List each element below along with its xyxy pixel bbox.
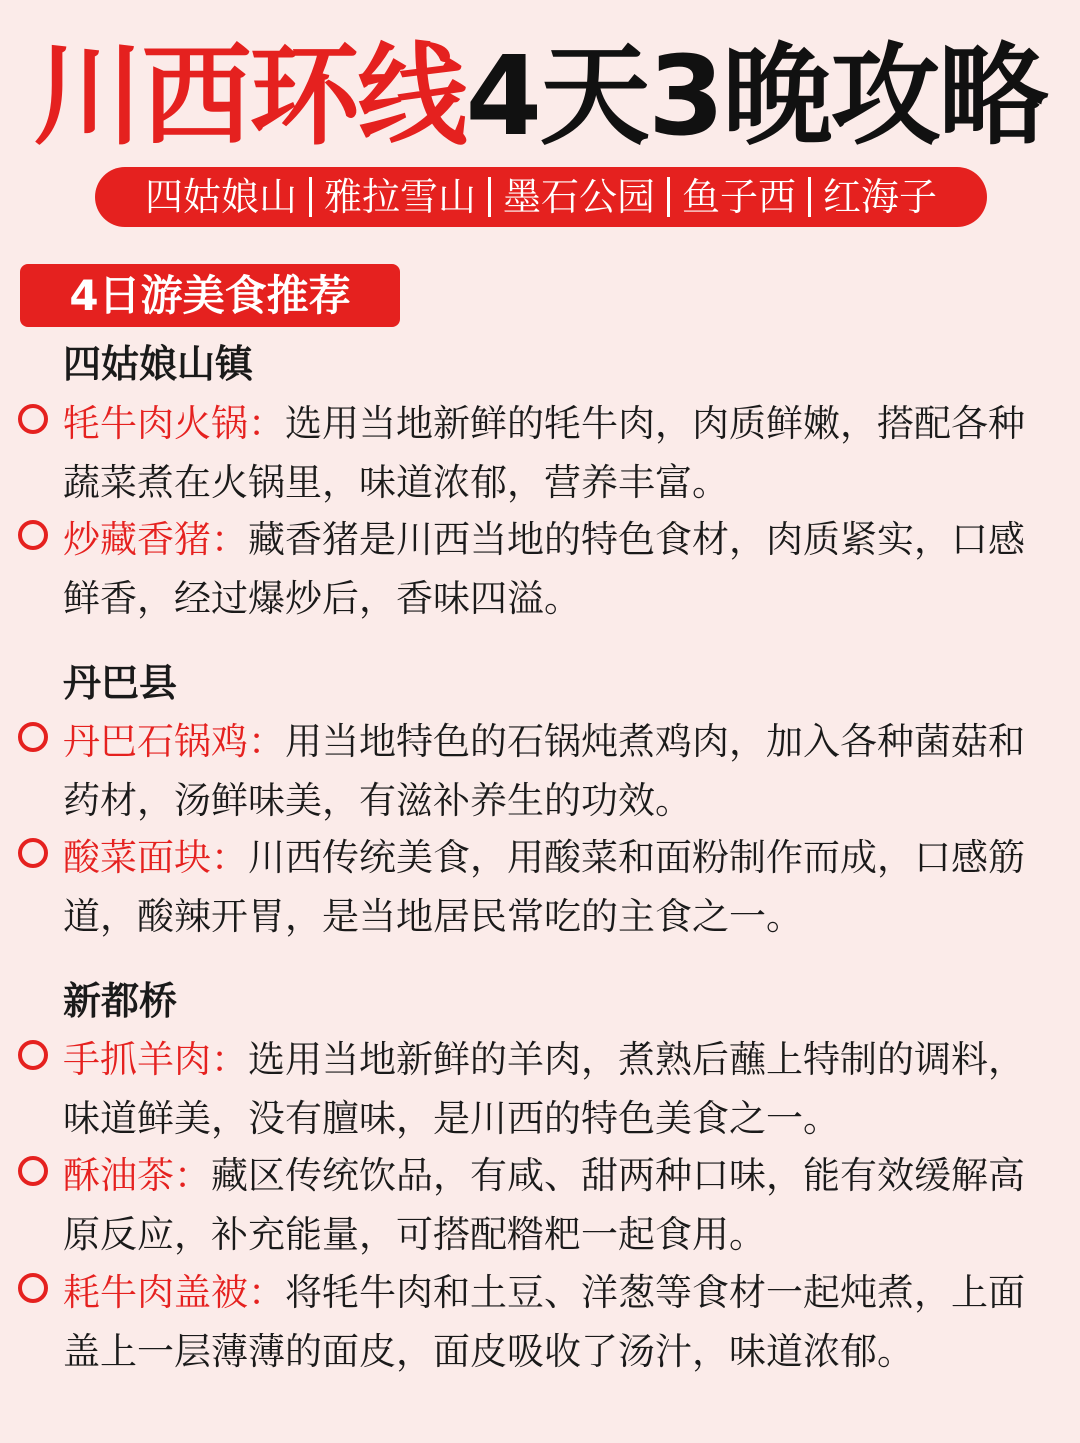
route-banner <box>95 167 987 227</box>
circle-bullet-icon <box>18 838 48 868</box>
route-divider <box>488 177 491 217</box>
food-item-text <box>63 828 1053 946</box>
food-desc: 川西传统美食，用酸菜和面粉制作而成，口感筋道，酸辣开胃，是当地居民常吃的主食之一。 <box>63 836 1025 938</box>
food-name: 耗牛肉盖被： <box>63 1271 285 1314</box>
food-name: 酸菜面块： <box>63 836 248 879</box>
route-divider <box>667 177 670 217</box>
food-item <box>18 394 1058 512</box>
food-name: 炒藏香猪： <box>63 518 248 561</box>
food-desc: 用当地特色的石锅炖煮鸡肉，加入各种菌菇和药材，汤鲜味美，有滋补养生的功效。 <box>63 720 1025 822</box>
circle-bullet-icon <box>18 722 48 752</box>
page-title <box>0 34 1080 158</box>
food-item <box>18 828 1058 946</box>
food-name: 酥油茶： <box>63 1154 211 1197</box>
circle-bullet-icon <box>18 404 48 434</box>
food-item-text <box>63 394 1053 512</box>
food-name: 丹巴石锅鸡： <box>63 720 285 763</box>
food-item-text <box>63 1263 1053 1381</box>
town-heading: 丹巴县 <box>63 661 178 705</box>
route-stop: 四姑娘山 <box>144 175 297 219</box>
food-item-text <box>63 712 1053 830</box>
route-stop: 鱼子西 <box>682 175 797 219</box>
circle-bullet-icon <box>18 1156 48 1186</box>
title-black-part: 4天3晚攻略 <box>465 32 1047 160</box>
route-stop: 墨石公园 <box>502 175 655 219</box>
route-stop: 红海子 <box>823 175 938 219</box>
circle-bullet-icon <box>18 1273 48 1303</box>
section-tag: 4日游美食推荐 <box>20 264 400 327</box>
food-desc: 选用当地新鲜的羊肉，煮熟后蘸上特制的调料，味道鲜美，没有膻味，是川西的特色美食之一。 <box>63 1038 1025 1140</box>
title-red-part: 川西环线 <box>33 32 466 160</box>
food-item-text <box>63 1030 1053 1148</box>
town-heading: 新都桥 <box>63 979 178 1023</box>
food-name: 牦牛肉火锅： <box>63 402 285 445</box>
food-desc: 选用当地新鲜的牦牛肉，肉质鲜嫩，搭配各种蔬菜煮在火锅里，味道浓郁，营养丰富。 <box>63 402 1025 504</box>
food-desc: 藏香猪是川西当地的特色食材，肉质紧实，口感鲜香，经过爆炒后，香味四溢。 <box>63 518 1025 620</box>
food-item <box>18 1263 1058 1381</box>
route-divider <box>808 177 811 217</box>
food-item-text <box>63 510 1053 628</box>
food-item <box>18 712 1058 830</box>
route-divider <box>309 177 312 217</box>
food-item <box>18 1146 1058 1264</box>
circle-bullet-icon <box>18 520 48 550</box>
food-desc: 将牦牛肉和土豆、洋葱等食材一起炖煮，上面盖上一层薄薄的面皮，面皮吸收了汤汁，味道浓郁。 <box>63 1271 1025 1373</box>
town-heading: 四姑娘山镇 <box>63 342 254 386</box>
food-item <box>18 510 1058 628</box>
food-desc: 藏区传统饮品，有咸、甜两种口味，能有效缓解高原反应，补充能量，可搭配糌粑一起食用。 <box>63 1154 1025 1256</box>
route-stop: 雅拉雪山 <box>323 175 476 219</box>
food-item-text <box>63 1146 1053 1264</box>
food-name: 手抓羊肉： <box>63 1038 248 1081</box>
food-item <box>18 1030 1058 1148</box>
circle-bullet-icon <box>18 1040 48 1070</box>
